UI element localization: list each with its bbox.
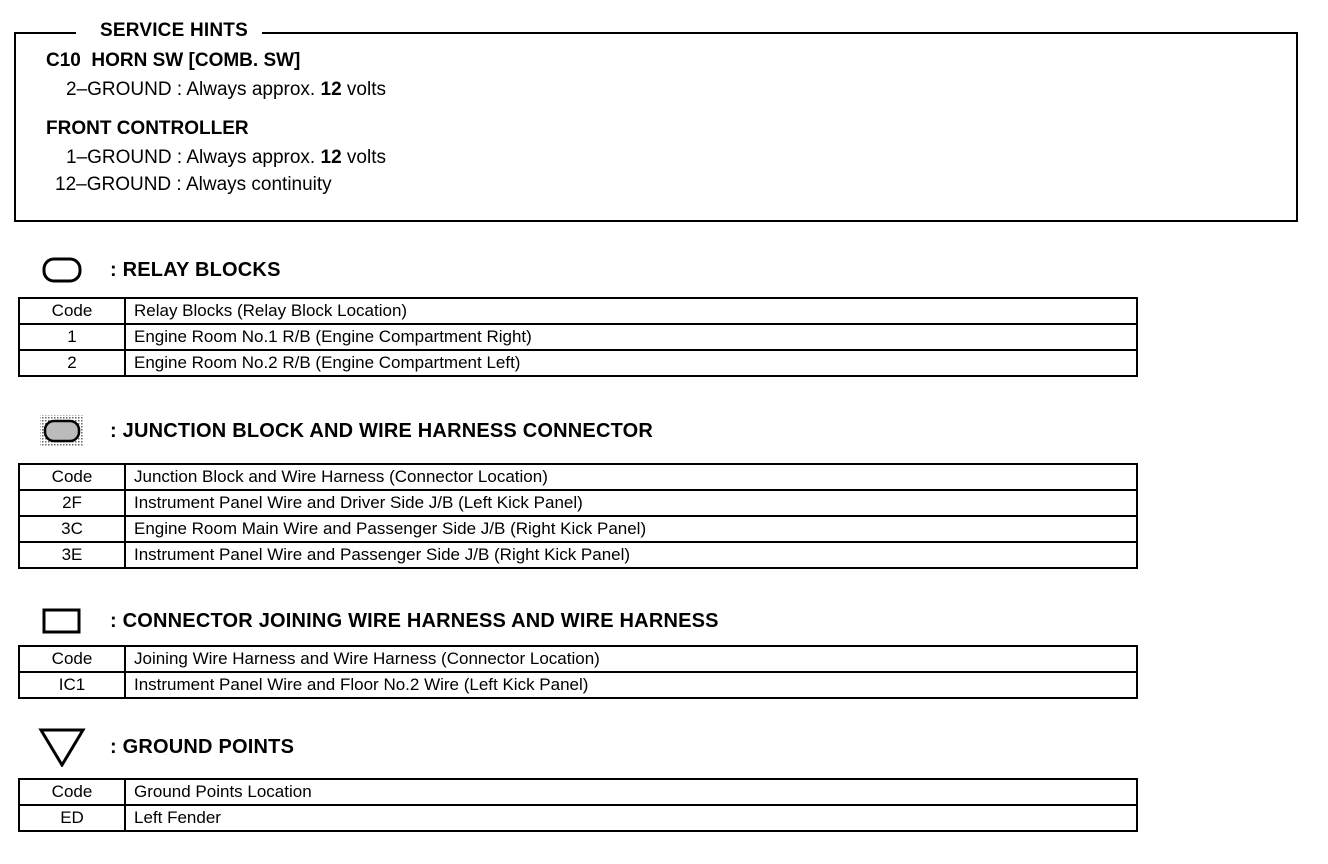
code-cell: 3C xyxy=(19,516,125,542)
hint-line-controller-1-ground: 1–GROUND : Always approx. 12 volts xyxy=(66,147,386,168)
relay-blocks-table xyxy=(18,297,1138,377)
code-cell: 3E xyxy=(19,542,125,568)
service-hints-title: SERVICE HINTS xyxy=(76,20,262,42)
ground-points-table xyxy=(18,778,1138,832)
code-cell: 2 xyxy=(19,350,125,376)
desc-header: Relay Blocks (Relay Block Location) xyxy=(125,298,1137,324)
ground-points-label: : GROUND POINTS xyxy=(110,735,295,758)
desc-cell: Left Fender xyxy=(125,805,1137,831)
junction-block-heading xyxy=(38,414,653,448)
ground-point-triangle-icon xyxy=(38,730,86,764)
table-header-row xyxy=(19,646,1137,672)
desc-cell: Engine Room No.1 R/B (Engine Compartment Right) xyxy=(125,324,1137,350)
desc-cell: Instrument Panel Wire and Driver Side J/B (Left Kick Panel) xyxy=(125,490,1137,516)
code-cell: 1 xyxy=(19,324,125,350)
connectors-table xyxy=(18,645,1138,699)
hint-line-controller-12-ground: 12–GROUND : Always continuity xyxy=(55,174,332,195)
table-header-row xyxy=(19,779,1137,805)
table-header-row xyxy=(19,298,1137,324)
desc-cell: Instrument Panel Wire and Passenger Side J/B (Right Kick Panel) xyxy=(125,542,1137,568)
connector-heading xyxy=(38,604,719,638)
desc-header: Junction Block and Wire Harness (Connector Location) xyxy=(125,464,1137,490)
code-cell: ED xyxy=(19,805,125,831)
desc-header: Ground Points Location xyxy=(125,779,1137,805)
junction-block-label: : JUNCTION BLOCK AND WIRE HARNESS CONNECTOR xyxy=(110,419,654,442)
code-header: Code xyxy=(19,464,125,490)
connector-symbol-icon xyxy=(38,604,86,638)
desc-cell: Instrument Panel Wire and Floor No.2 Wire (Left Kick Panel) xyxy=(125,672,1137,698)
table-row xyxy=(19,805,1137,831)
code-header: Code xyxy=(19,779,125,805)
code-header: Code xyxy=(19,298,125,324)
desc-header: Joining Wire Harness and Wire Harness (Connector Location) xyxy=(125,646,1137,672)
desc-cell: Engine Room Main Wire and Passenger Side J/B (Right Kick Panel) xyxy=(125,516,1137,542)
code-cell: IC1 xyxy=(19,672,125,698)
relay-block-symbol-icon xyxy=(38,253,86,287)
hint-line-horn-2-ground: 2–GROUND : Always approx. 12 volts xyxy=(66,79,386,100)
table-row xyxy=(19,490,1137,516)
desc-cell: Engine Room No.2 R/B (Engine Compartment Left) xyxy=(125,350,1137,376)
code-cell: 2F xyxy=(19,490,125,516)
relay-blocks-heading xyxy=(38,253,281,287)
table-row xyxy=(19,350,1137,376)
table-row xyxy=(19,672,1137,698)
connector-label: : CONNECTOR JOINING WIRE HARNESS AND WIRE HARNESS xyxy=(110,609,719,632)
hint-heading-horn-switch: C10 HORN SW [COMB. SW] xyxy=(46,50,301,71)
junction-blocks-table xyxy=(18,463,1138,569)
junction-block-symbol-icon xyxy=(38,414,86,448)
table-header-row xyxy=(19,464,1137,490)
code-header: Code xyxy=(19,646,125,672)
hint-heading-front-controller: FRONT CONTROLLER xyxy=(46,118,249,139)
table-row xyxy=(19,324,1137,350)
table-row xyxy=(19,516,1137,542)
table-row xyxy=(19,542,1137,568)
ground-points-heading xyxy=(38,730,294,764)
relay-blocks-label: : RELAY BLOCKS xyxy=(110,258,281,281)
